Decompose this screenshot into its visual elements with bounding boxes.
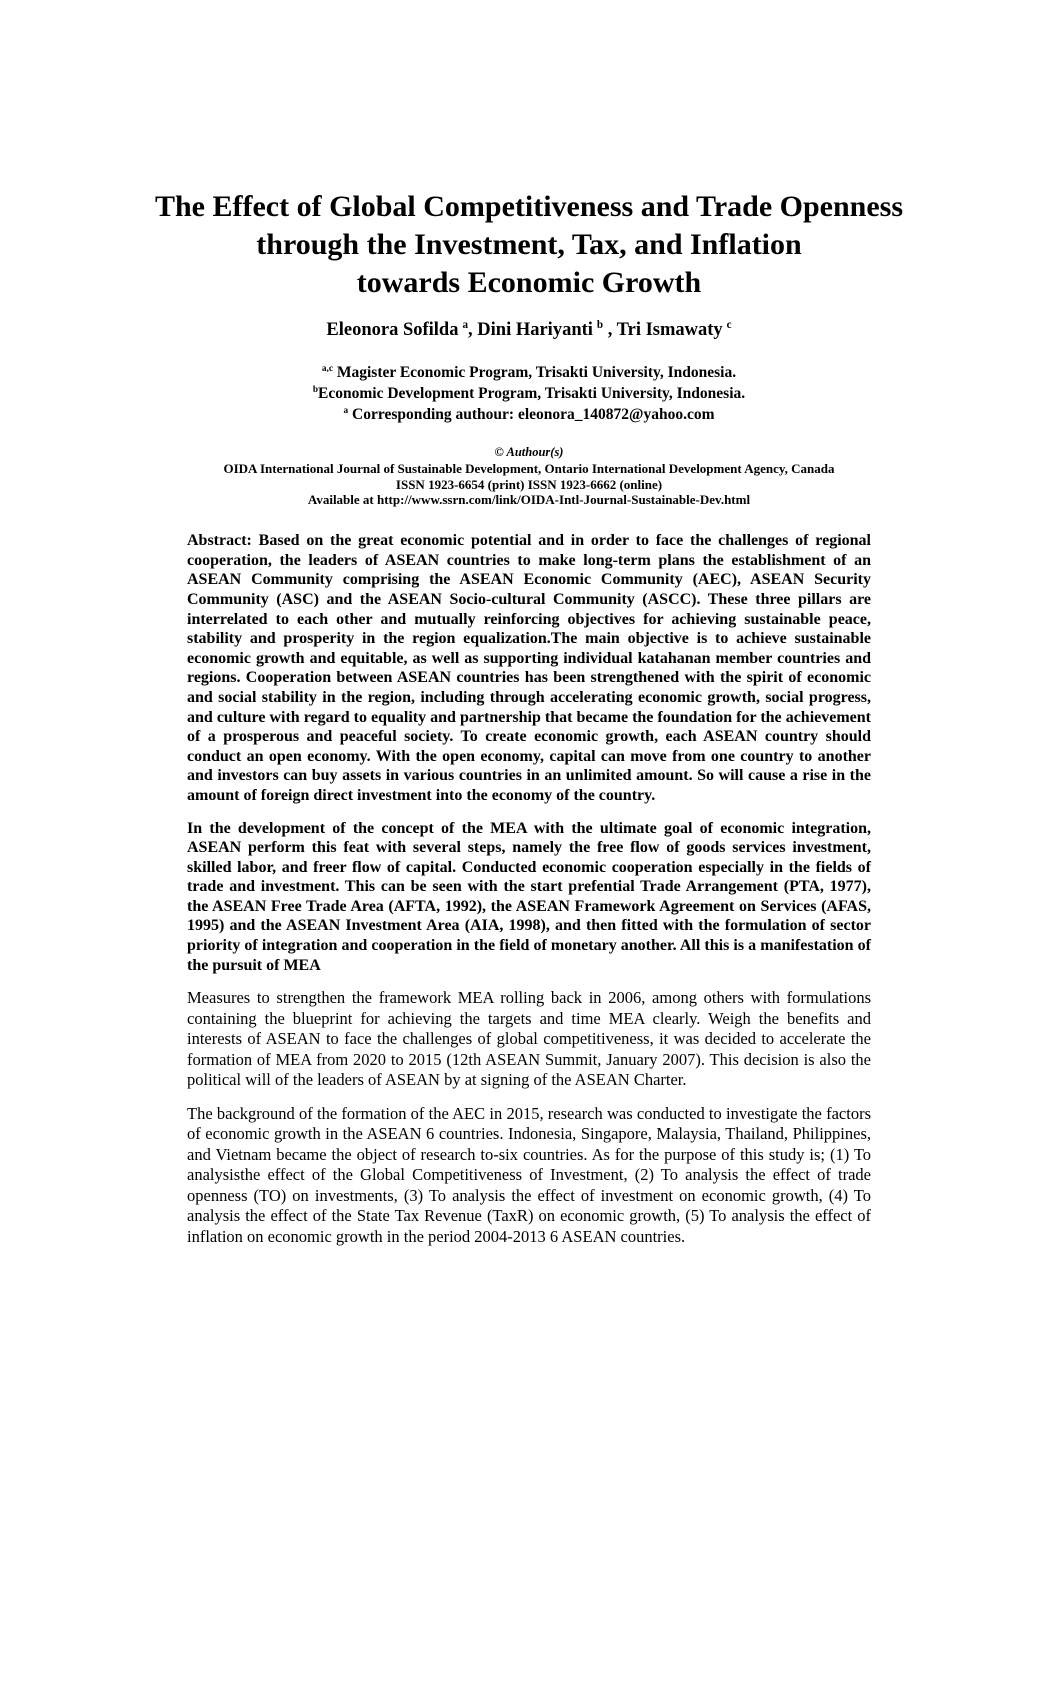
article-body	[187, 531, 871, 1247]
authors-line	[187, 318, 871, 342]
copyright-line: © Authour(s)	[494, 445, 564, 459]
abstract-text: Based on the great economic potential and in order to face the challenges of regional cooperation, the leaders of ASEAN countries to make long-term plans the establishment of an ASEAN Community comprising the ASEAN Economic Community (AEC), ASEAN Security Community (ASC) and the ASEAN Socio-cultural Community (ASCC). These three pillars are interrelated to each other and mutually reinforcing objectives for achieving sustainable peace, stability and prosperity in the region equalization.The main objective is to achieve sustainable economic growth and equitable, as well as supporting individual katahanan member countries and regions. Cooperation between ASEAN countries has been strengthened with the spirit of economic and social stability in the region, including through accelerating economic growth, social progress, and culture with regard to equality and partnership that became the foundation for the achievement of a prosperous and peaceful society. To create economic growth, each ASEAN country should conduct an open economy. With the open economy, capital can move from one country to another and investors can buy assets in various countries in an unlimited amount. So will cause a rise in the amount of foreign direct investment into the economy of the country.	[187, 532, 871, 804]
author-name: Tri Ismawaty	[616, 320, 723, 340]
paper-page	[0, 188, 1058, 1685]
affiliation-superscript: a,c	[321, 363, 333, 374]
author-superscript: c	[726, 318, 732, 331]
issn-line: ISSN 1923-6654 (print) ISSN 1923-6662 (online)	[395, 476, 663, 492]
author-name: Eleonora Sofilda	[326, 320, 459, 340]
title-line: towards Economic Growth	[356, 266, 702, 299]
page-body	[187, 318, 871, 1247]
paragraph: In the development of the concept of the MEA with the ultimate goal of economic integration, ASEAN perform this feat with several steps, namely the free flow of goods services investment, skilled labor, and freer flow of capital. Conducted economic cooperation especially in the fields of trade and investment. This can be seen with the start prefential Trade Arrangement (PTA, 1977), the ASEAN Free Trade Area (AFTA, 1992), the ASEAN Framework Agreement on Services (AFAS, 1995) and the ASEAN Investment Area (AIA, 1998), and then fitted with the formulation of sector priority of integration and cooperation in the field of monetary another. All this is a manifestation of the pursuit of MEA	[187, 819, 871, 974]
title-line: through the Investment, Tax, and Inflation	[256, 228, 802, 261]
abstract-paragraph	[187, 531, 871, 805]
title-line: The Effect of Global Competitiveness and Trade Openness	[154, 190, 904, 223]
author-name: Dini Hariyanti	[477, 320, 593, 340]
affiliation-line: $^{a,c}$ Magister Economic Program, Trisakti University, Indonesia.	[321, 363, 737, 381]
corresponding-author-line: $^a$ Corresponding authour: eleonora_140872@yahoo.com	[343, 405, 715, 423]
journal-info-block	[187, 445, 871, 508]
author-superscript: a	[462, 318, 469, 331]
availability-line: Available at http://www.ssrn.com/link/OIDA-Intl-Journal-Sustainable-Dev.html	[307, 492, 751, 508]
affiliation-superscript: a	[343, 405, 349, 416]
affiliations-block	[187, 362, 871, 425]
author-superscript: b	[596, 318, 604, 331]
paragraph: The background of the formation of the AEC in 2015, research was conducted to investigate the factors of economic growth in the ASEAN 6 countries. Indonesia, Singapore, Malaysia, Thailand, Philippines, and Vietnam became the object of research to-six countries. As for the purpose of this study is; (1) To analysisthe effect of the Global Competitiveness of Investment, (2) To analysis the effect of trade openness (TO) on investments, (3) To analysis the effect of investment on economic growth, (4) To analysis the effect of the State Tax Revenue (TaxR) on economic growth, (5) To analysis the effect of inflation on economic growth in the period 2004-2013 6 ASEAN countries.	[187, 1103, 871, 1246]
author-separator: ,	[603, 320, 617, 340]
page-title	[0, 188, 1058, 302]
author-separator: ,	[468, 320, 478, 340]
paragraph: Measures to strengthen the framework MEA rolling back in 2006, among others with formulations containing the blueprint for achieving the targets and time MEA clearly. Weigh the benefits and interests of ASEAN to face the challenges of global competitiveness, it was decided to accelerate the formation of MEA from 2020 to 2015 (12th ASEAN Summit, January 2007). This decision is also the political will of the leaders of ASEAN by at signing of the ASEAN Charter.	[187, 988, 871, 1090]
affiliation-superscript: b	[312, 384, 319, 395]
abstract-label: Abstract:	[187, 532, 252, 550]
journal-name-line: OIDA International Journal of Sustainable Development, Ontario International Development Agency, Canada	[223, 460, 835, 476]
affiliation-line: $^b$Economic Development Program, Trisakti University, Indonesia.	[312, 384, 746, 402]
